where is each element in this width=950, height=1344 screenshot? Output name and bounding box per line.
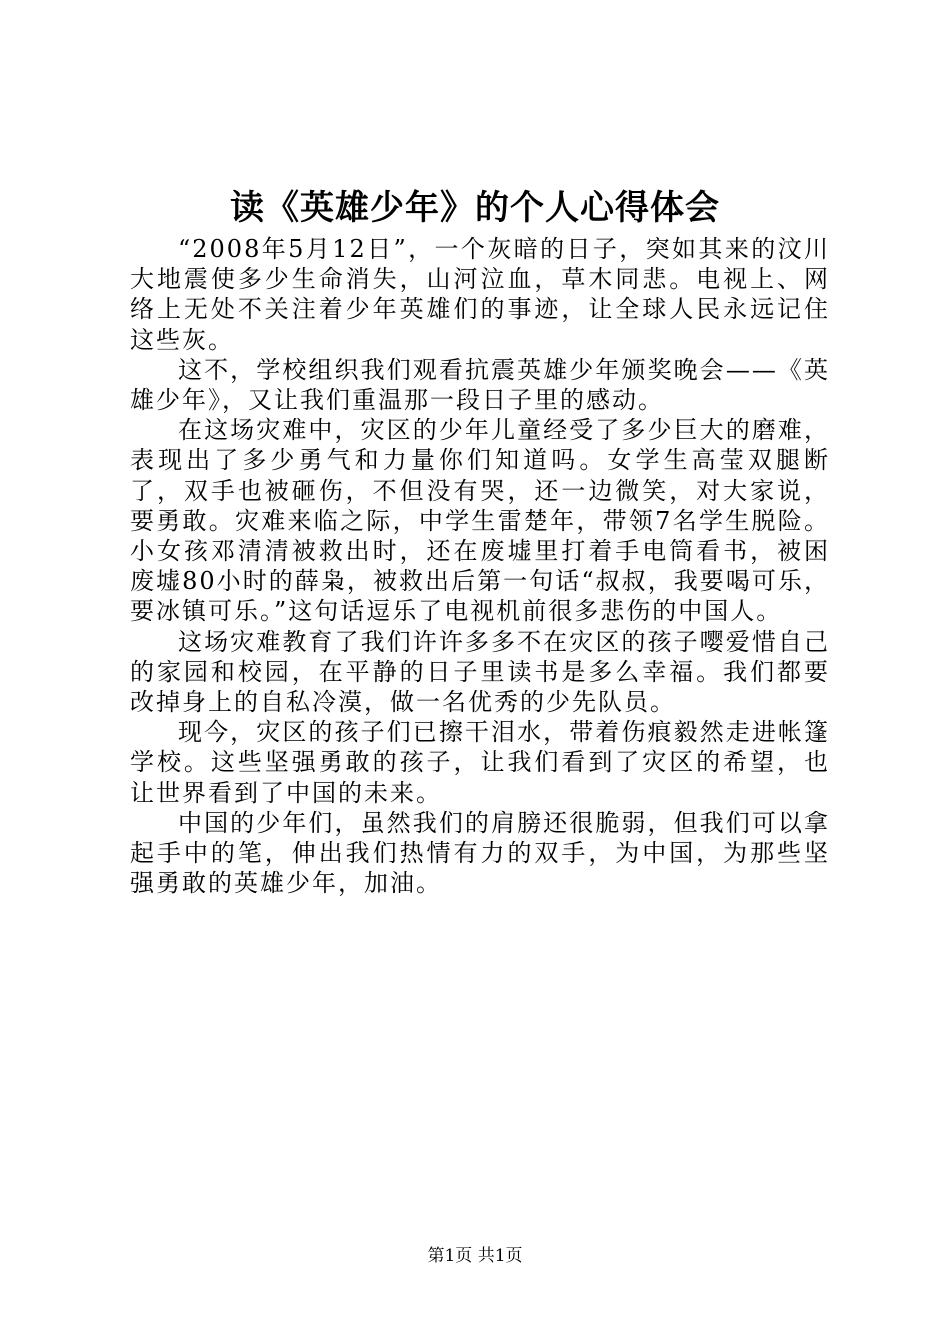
paragraph: 现今，灾区的孩子们已擦干泪水，带着伤痕毅然走进帐篷学校。这些坚强勇敢的孩子，让我们看到了灾区的希望，也让世界看到了中国的未来。 — [130, 718, 830, 807]
paragraph: 在这场灾难中，灾区的少年儿童经受了多少巨大的磨难，表现出了多少勇气和力量你们知道吗。女学生高莹双腿断了，双手也被砸伤，不但没有哭，还一边微笑，对大家说，要勇敢。灾难来临之际，中学生雷楚年，带领7名学生脱险。小女孩邓清清被救出时，还在废墟里打着手电筒看书，被困废墟80小时的薛枭，被救出后第一句话“叔叔，我要喝可乐，要冰镇可乐。”这句话逗乐了电视机前很多悲伤的中国人。 — [130, 416, 830, 626]
paragraph: “2008年5月12日”，一个灰暗的日子，突如其来的汶川大地震使多少生命消失，山河泣血，草木同悲。电视上、网络上无处不关注着少年英雄们的事迹，让全球人民永远记住这些灰。 — [130, 235, 830, 354]
paragraph: 中国的少年们，虽然我们的肩膀还很脆弱，但我们可以拿起手中的笔，伸出我们热情有力的双手，为中国，为那些坚强勇敢的英雄少年，加油。 — [130, 808, 830, 898]
paragraph: 这不，学校组织我们观看抗震英雄少年颁奖晚会——《英雄少年》，又让我们重温那一段日子里的感动。 — [130, 355, 830, 415]
document-title: 读《英雄少年》的个人心得体会 — [230, 188, 720, 228]
document-body — [130, 234, 830, 898]
paragraph: 这场灾难教育了我们许许多多不在灾区的孩子嘤爱惜自己的家园和校园，在平静的日子里读书是多么幸福。我们都要改掉身上的自私冷漠，做一名优秀的少先队员。 — [130, 627, 830, 717]
page-footer: 第1页 共1页 — [427, 1246, 523, 1266]
